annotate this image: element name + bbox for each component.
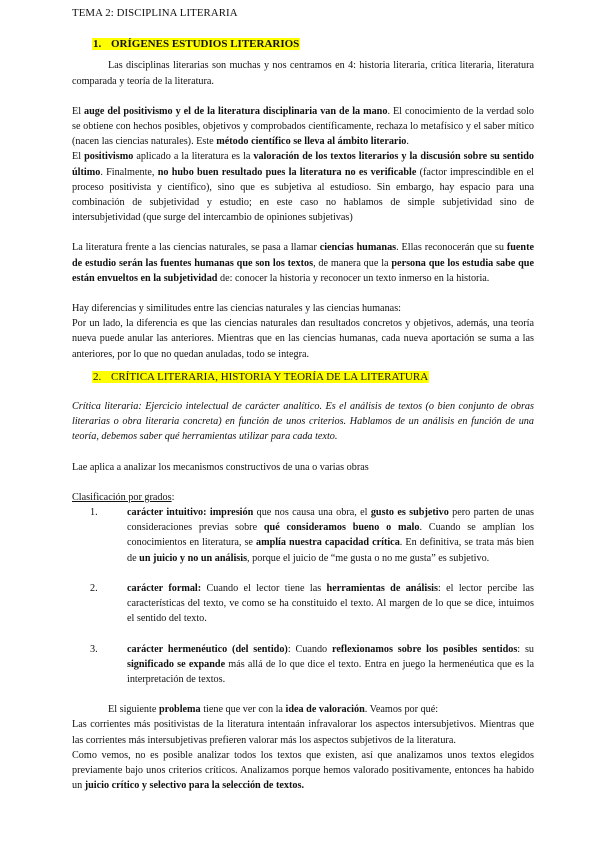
classification-list bbox=[72, 505, 534, 687]
section-2-number: 2. bbox=[93, 370, 102, 383]
section-1-number: 1. bbox=[93, 38, 102, 51]
classification-label: Clasificación por grados: bbox=[72, 491, 175, 503]
document-title: TEMA 2: DISCIPLINA LITERARIA bbox=[72, 7, 238, 19]
definition-paragraph: Crítica literaria: Ejercicio intelectual de carácter analítico. Es el análisis de textos (o bien conjunto de obras literarias o obra literaria concreta) en función de unos criterios. Hablamos de un análisis en función de una teoría, debemos saber qué herramientas utilizar para cada texto. bbox=[72, 401, 534, 443]
paragraph: El siguiente problema tiene que ver con la idea de valoración. Veamos por qué: bbox=[108, 704, 439, 716]
paragraph: Lae aplica a analizar los mecanismos constructivos de una o varias obras bbox=[72, 461, 369, 473]
paragraph: La literatura frente a las ciencias naturales, se pasa a llamar ciencias humanas. Ellas reconocerán que su fuente de estudio serán las fuentes humanas que son los textos, de manera que la persona que los estudia sabe que están envueltos en la subjetividad de: conocer la historia y reconocer un texto inmerso en la historia. bbox=[72, 242, 534, 284]
section-1-title: ORÍGENES ESTUDIOS LITERARIOS bbox=[111, 38, 300, 51]
section-2-heading bbox=[92, 370, 534, 385]
paragraph: El positivismo aplicado a la literatura es la valoración de los textos literarios y la discusión sobre su sentido último. Finalmente, no hubo buen resultado pues la literatura no es verificable (factor imprescindible en el proceso positivista y científico), sino que es subjetiva al estudioso. Sin embargo, hay espacio para una combinación de subjetividad y estudio; en este caso no hablamos de simple subjetividad sino de intersubjetividad (que surge del intercambio de opiniones subjetivas) bbox=[72, 151, 534, 224]
list-item: 2. carácter formal: Cuando el lector tiene las herramientas de análisis: el lector percibe las características del texto, ve como se ha constituido el texto. Al margen de lo que se dice, intuimos el sentido del texto. bbox=[90, 582, 534, 625]
section-1-heading bbox=[92, 37, 534, 52]
paragraph: El auge del positivismo y el de la literatura disciplinaria van de la mano. El conocimiento de la verdad solo se obtiene con hechos posibles, objetivos y comprobados científicamente, rechaza lo metafísico y el saber mítico (nacen las ciencias naturales). Este método científico se lleva al ámbito literario. bbox=[72, 105, 534, 148]
section-2-title: CRÍTICA LITERARIA, HISTORIA Y TEORÍA DE LA LITERATURA bbox=[111, 370, 429, 383]
list-item: 3. carácter hermenéutico (del sentido): Cuando reflexionamos sobre los posibles sentidos: su significado se expande más allá de lo que dice el texto. Entra en juego la hermenéutica que es la interpretación de textos. bbox=[90, 643, 535, 685]
paragraph: Como vemos, no es posible analizar todos los textos que existen, así que analizamos unos textos elegidos previamente bajo unos criterios críticos. Analizamos porque hemos valorado positivamente, entonces ha habido un juicio crítico y selectivo para la selección de textos. bbox=[72, 749, 534, 792]
list-item: 1. carácter intuitivo: impresión que nos causa una obra, el gusto es subjetivo pero parten de unas consideraciones previas sobre qué consideramos bueno o malo. Cuando se amplían los conocimientos en literatura, se amplía nuestra capacidad crítica. En definitiva, se trata más bien de un juicio y no un análisis, porque el juicio de “me gusta o no me gusta” es subjetivo. bbox=[90, 507, 535, 564]
paragraph: Las disciplinas literarias son muchas y nos centramos en 4: historia literaria, crítica literaria, literatura comparada y teoría de la literatura. bbox=[72, 60, 534, 87]
paragraph: Por un lado, la diferencia es que las ciencias naturales dan resultados concretos y objetivos, además, una teoría nueva puede anular las anteriores. Mientras que en las ciencias humanas, cada nueva aportación se suma a las anteriores, por lo que no quedan anuladas, todo se integra. bbox=[72, 318, 534, 360]
paragraph: Hay diferencias y similitudes entre las ciencias naturales y las ciencias humanas: bbox=[72, 303, 401, 315]
document-page bbox=[72, 6, 534, 793]
paragraph: Las corrientes más positivistas de la literatura intentaán infravalorar los aspectos intersubjetivos. Mientras que las corrientes más intersubjetivas prefieren valorar más los aspectos subjetivos de la literatura. bbox=[72, 719, 534, 746]
